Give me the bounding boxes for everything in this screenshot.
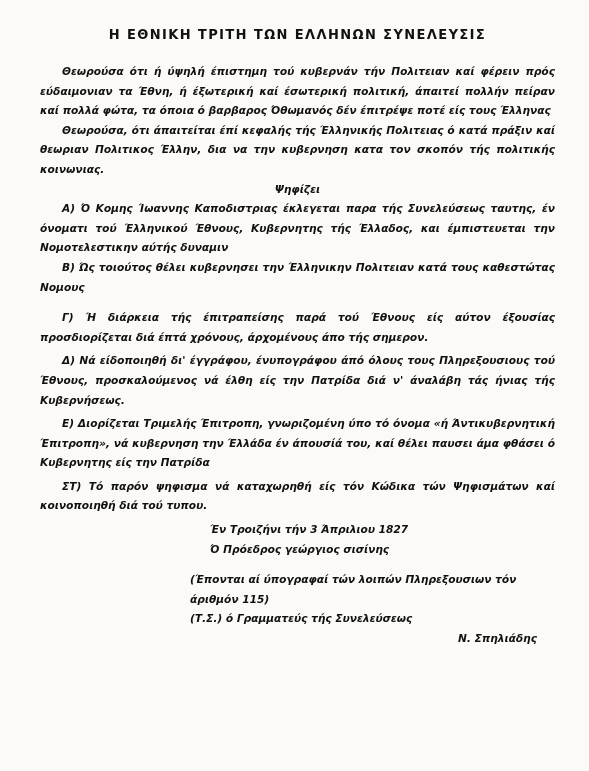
article-e: Ε) Διορίζεται Τριμελής Έπιτροπη, γνωριζομένη ύπο τό όνομα «ή Άντικυβερνητική Έπιτροπη», νά κυβερνηση την Έλλάδα έν άπουσίά του, καί θέλει παυσει άμα φθάσει ό Κυβερνητης είς την Πατρίδα xyxy=(40,418,555,470)
preamble-paragraph-2: Θεωρούσα, ότι άπαιτείται έπί κεφαλής τής Έλληνικής Πολιτειας ό κατά πράξιν καί θεωριαν Πολιτικος Έλλην, δια να την κυβερνηση κατα τον σκοπόν τής πολιτικής κοινωνιας. xyxy=(40,124,555,176)
article-c: Γ) Ή διάρκεια τής έπιτραπείσης παρά τού Έθνους είς αύτον έξουσίας προσδιορίζεται διά έπτά χρόνους, άρχομένους άπο τής σημερον. xyxy=(40,312,555,344)
article-d: Δ) Νά είδοποιηθή δι' έγγράφου, ένυπογράφου άπό όλους τους Πληρεξουσιους τού Έθνους, προσκαλούμενος νά έλθη είς την Πατρίδα διά ν' άναλάβη τάς ήνιας τής Κυβερνήσεως. xyxy=(40,355,555,407)
secretary-signature: Ν. Σπηλιάδης xyxy=(458,633,537,646)
decree-heading: Ψηφίζει xyxy=(274,183,321,196)
page-title: Η ΕΘΝΙΚΗ ΤΡΙΤΗ ΤΩΝ ΕΛΛΗΝΩΝ ΣΥΝΕΛΕΥΣΙΣ xyxy=(108,28,487,43)
preamble-paragraph-1: Θεωρούσα ότι ή ύψηλή έπιστημη τού κυβερνάν τήν Πολιτειαν καί φέρειν πρός εύδαιμονιαν τα Έθνη, ή έξωτερική καί έσωτερική πολιτική, άπαιτεί πολλήν πείραν καί πολλά φώτα, τα όποια ό βαρβαρος Όθωμανός δέν έπιτρέψε ποτέ είς τους Έλληνας xyxy=(40,66,555,118)
place-date: Έν Τροιζήνι τήν 3 Άπριλιου 1827 xyxy=(210,524,409,537)
article-st: ΣΤ) Τό παρόν ψηφισμα νά καταχωρηθή είς τόν Κώδικα τών Ψηφισμάτων καί κοινοποιηθή διά τού τυπου. xyxy=(40,480,555,513)
document-body xyxy=(40,63,555,650)
signatures-note: (Έπονται αί ύπογραφαί τών λοιπών Πληρεξουσιων τόν άριθμόν 115) xyxy=(190,574,517,606)
secretary-line: (Τ.Σ.) ό Γραμματεύς τής Συνελεύσεως xyxy=(190,613,413,626)
president-line: Ό Πρόεδρος γεώργιος σισίνης xyxy=(210,543,390,556)
article-a: Α) Ό Κομης Ίωαννης Καποδιστριας έκλεγεται παρα τής Συνελεύσεως ταυτης, έν όνοματι τού Έλληνικού Έθνους, Κυβερνητης τής Έλλαδος, και έμπιστευεται την Νομοτελεστικην αύτής δυναμιν xyxy=(40,203,555,255)
article-b: Β) Ώς τοιούτος θέλει κυβερνησει την Έλληνικην Πολιτειαν κατά τους καθεστώτας Νομους xyxy=(40,261,555,294)
